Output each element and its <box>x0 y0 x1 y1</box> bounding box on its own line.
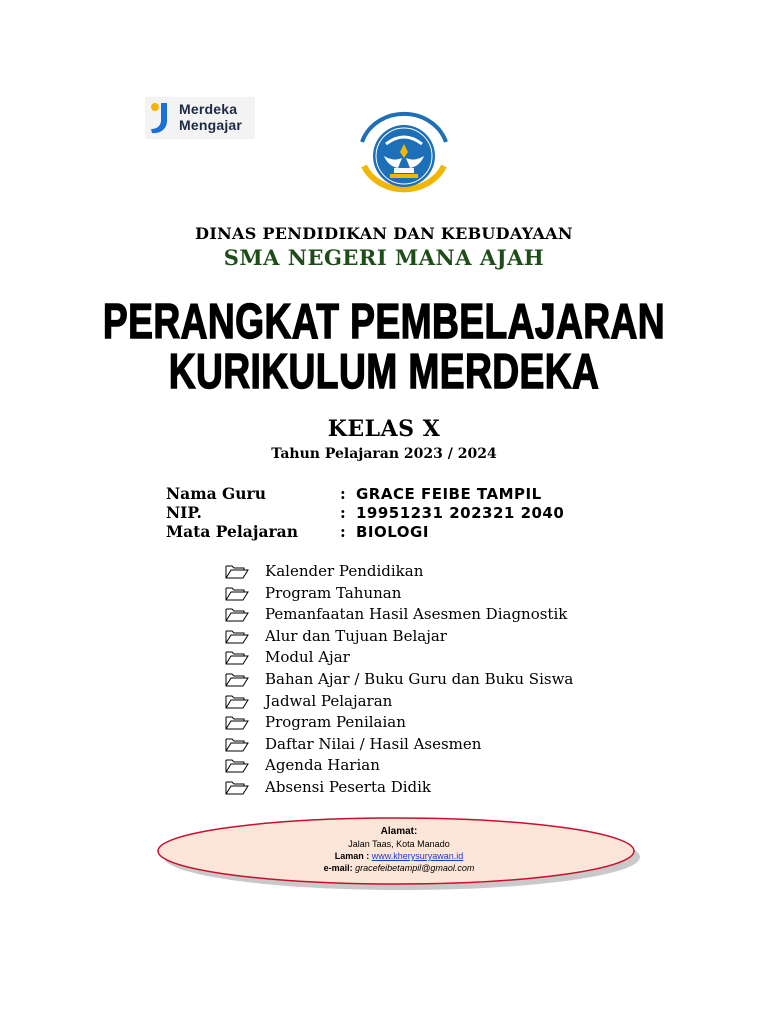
logo-line-2: Mengajar <box>179 117 243 133</box>
list-item-label: Daftar Nilai / Hasil Asesmen <box>265 734 482 753</box>
email-address: gracefeibetampil@gmaol.com <box>355 863 475 873</box>
address-text <box>156 826 642 874</box>
address-street: Jalan Taas, Kota Manado <box>348 839 450 849</box>
list-item-label: Jadwal Pelajaran <box>265 691 393 710</box>
folder-open-icon <box>225 672 249 687</box>
folder-open-icon <box>225 607 249 622</box>
school-name: SMA NEGERI MANA AJAH <box>223 245 545 270</box>
list-item-label: Kalender Pendidikan <box>265 562 424 580</box>
merdeka-mengajar-logo-icon <box>147 99 179 137</box>
email-label: e-mail: <box>323 863 353 873</box>
folder-open-icon <box>225 650 249 665</box>
list-item-label: Program Penilaian <box>265 713 406 732</box>
list-item-label: Program Tahunan <box>265 583 402 602</box>
folder-open-icon <box>225 564 249 579</box>
folder-open-icon <box>225 737 249 752</box>
info-label: NIP. <box>166 503 202 522</box>
folder-open-icon <box>225 715 249 730</box>
dinas-heading: DINAS PENDIDIKAN DAN KEBUDAYAAN <box>195 224 573 243</box>
list-item-label: Alur dan Tujuan Belajar <box>265 626 447 645</box>
academic-year: Tahun Pelajaran 2023 / 2024 <box>271 446 497 462</box>
folder-open-icon <box>225 629 249 644</box>
list-item-label: Pemanfaatan Hasil Asesmen Diagnostik <box>265 605 568 624</box>
logo-line-1: Merdeka <box>179 101 238 117</box>
folder-open-icon <box>225 694 249 709</box>
list-item-label: Agenda Harian <box>265 756 380 775</box>
title-line-1: PERANGKAT PEMBELAJARAN <box>102 295 666 349</box>
list-item-label: Absensi Peserta Didik <box>265 777 432 796</box>
list-item-label: Modul Ajar <box>265 648 350 667</box>
web-label: Laman : <box>334 851 370 861</box>
info-value: 19951231 202321 2040 <box>356 504 565 522</box>
info-value: GRACE FEIBE TAMPIL <box>356 485 542 503</box>
info-colon: : <box>340 484 346 503</box>
info-value: BIOLOGI <box>356 523 429 541</box>
info-colon: : <box>340 503 346 522</box>
tut-wuri-handayani-emblem <box>342 106 466 206</box>
merdeka-mengajar-logo <box>145 97 255 139</box>
folder-open-icon <box>225 780 249 795</box>
website-link[interactable]: www.kherysuryawan.id <box>371 851 464 861</box>
list-item-label: Bahan Ajar / Buku Guru dan Buku Siswa <box>265 669 574 688</box>
address-heading: Alamat: <box>380 826 418 837</box>
address-box <box>156 813 642 893</box>
title-line-2: KURIKULUM MERDEKA <box>168 345 600 399</box>
info-colon: : <box>340 522 346 541</box>
info-label: Nama Guru <box>166 484 266 503</box>
folder-open-icon <box>225 586 249 601</box>
folder-open-icon <box>225 758 249 773</box>
tut-wuri-handayani-emblem-icon <box>342 106 466 206</box>
info-label: Mata Pelajaran <box>166 522 298 541</box>
kelas-heading: KELAS X <box>327 416 441 442</box>
